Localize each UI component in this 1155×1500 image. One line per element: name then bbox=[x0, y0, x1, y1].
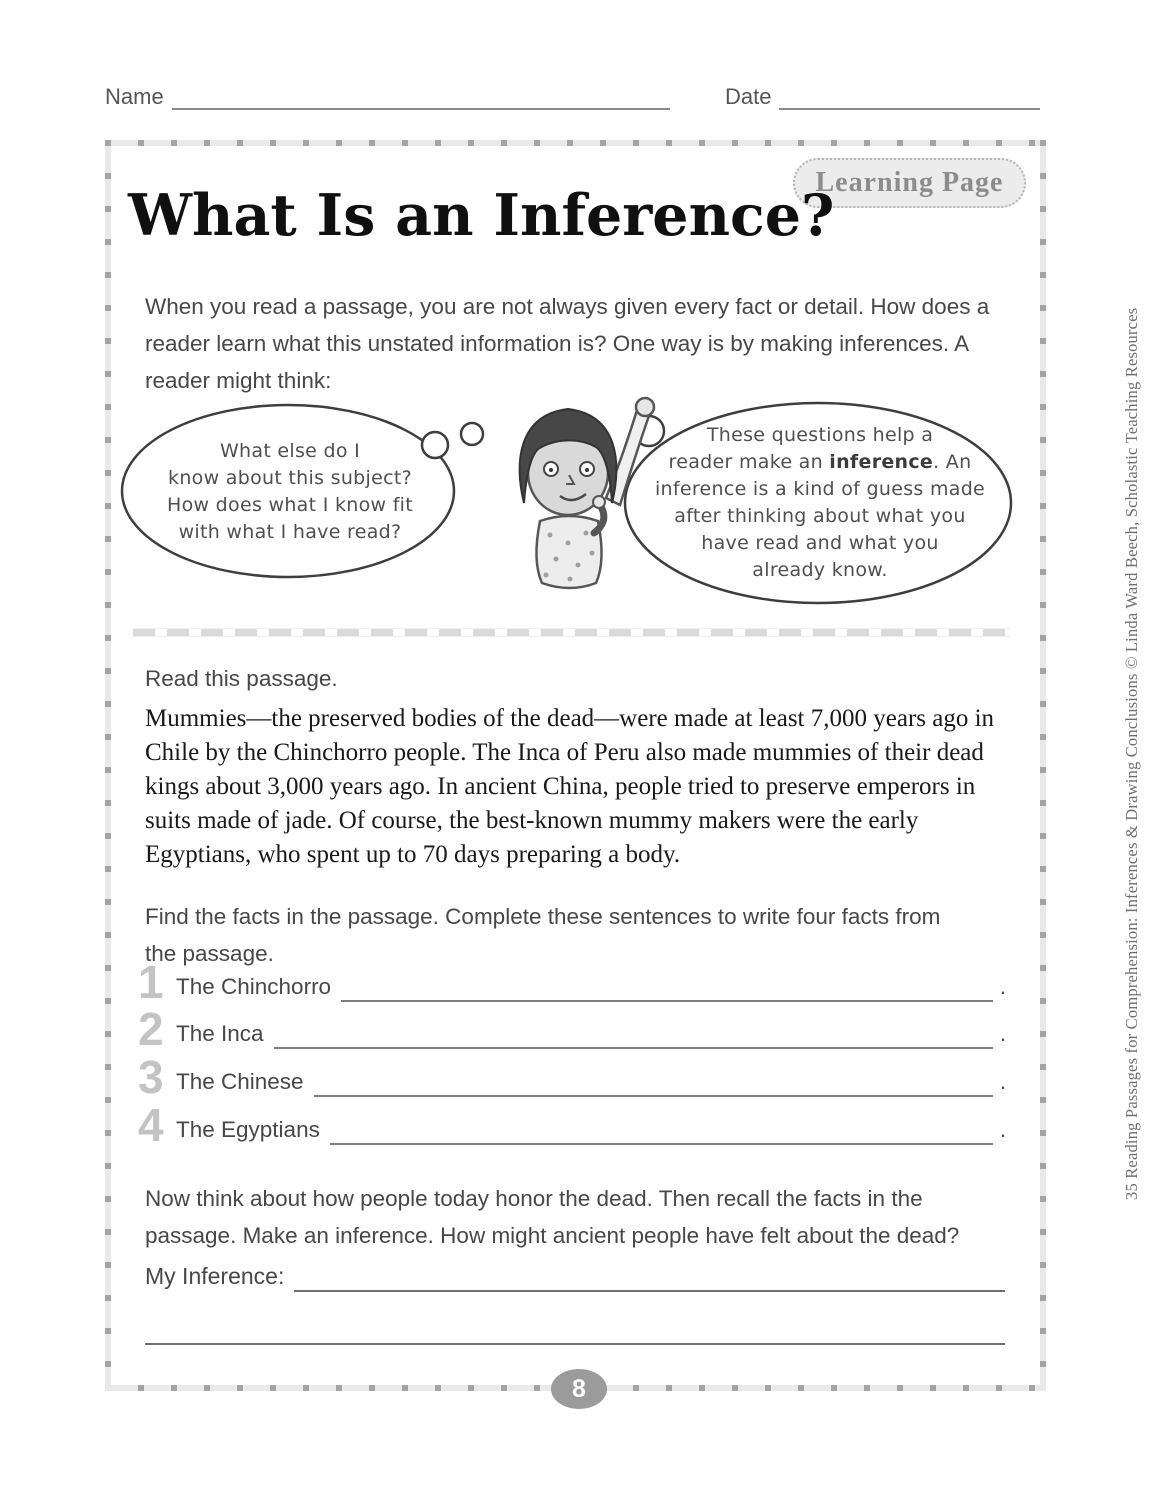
girl-chin-hand bbox=[593, 496, 605, 508]
fact-number: 1 bbox=[138, 956, 162, 1008]
fact-blank-line-4[interactable] bbox=[330, 1115, 993, 1145]
girl-pupil bbox=[585, 468, 589, 472]
learning-page-badge-label: Learning Page bbox=[815, 167, 1004, 198]
section-divider bbox=[133, 628, 1010, 637]
right-bubble-line bbox=[650, 449, 990, 476]
name-field-row bbox=[105, 84, 670, 110]
fact-row-4 bbox=[138, 1099, 1006, 1151]
date-label: Date bbox=[725, 84, 772, 109]
copyright-credit: 35 Reading Passages for Comprehension: Inferences & Drawing Conclusions © Linda Ward Beech, Scholastic Teaching Resources bbox=[1122, 307, 1141, 1200]
name-label: Name bbox=[105, 84, 164, 109]
my-inference-line-1[interactable] bbox=[294, 1262, 1005, 1292]
page-border-top bbox=[105, 140, 1046, 146]
inference-instruction: Now think about how people today honor the dead. Then recall the facts in the passage. Make an inference. How might ancient people have felt about the dead? bbox=[145, 1186, 960, 1248]
left-bubble-line: with what I have read? bbox=[178, 521, 402, 543]
fact-label: The Egyptians bbox=[176, 1117, 320, 1142]
fact-suffix: . bbox=[999, 974, 1006, 999]
page-number-badge bbox=[551, 1369, 607, 1409]
fact-label: The Chinese bbox=[176, 1069, 304, 1094]
fact-row-3 bbox=[138, 1051, 1006, 1103]
my-inference-line-2[interactable] bbox=[145, 1315, 1005, 1345]
intro-paragraph: When you read a passage, you are not always given every fact or detail. How does a reader learn what this unstated information is? One way is by making inferences. A reader might think: bbox=[145, 294, 990, 393]
fact-blank-line-2[interactable] bbox=[274, 1019, 993, 1049]
right-bubble-line: These questions help a bbox=[706, 424, 934, 446]
girl-hand bbox=[636, 398, 654, 416]
page-border-left bbox=[105, 140, 111, 1391]
left-bubble-line: How does what I know fit bbox=[166, 494, 414, 516]
right-bubble-line: already know. bbox=[752, 559, 888, 581]
fact-number: 2 bbox=[138, 1003, 162, 1055]
fact-row-2 bbox=[138, 1003, 1006, 1055]
passage-instruction: Read this passage. bbox=[145, 666, 338, 691]
left-bubble-line: What else do I bbox=[219, 440, 361, 462]
fact-number: 4 bbox=[138, 1099, 162, 1151]
fact-label: The Chinchorro bbox=[176, 974, 332, 999]
date-field-row bbox=[725, 84, 1040, 110]
right-bubble-line: inference is a kind of guess made bbox=[654, 478, 986, 500]
fact-label: The Inca bbox=[176, 1021, 264, 1046]
page-border-right bbox=[1040, 140, 1046, 1391]
fact-suffix: . bbox=[999, 1069, 1006, 1094]
my-inference-label: My Inference: bbox=[145, 1263, 285, 1289]
page-title: What Is an Inference? bbox=[128, 182, 835, 249]
date-input-line[interactable] bbox=[779, 84, 1040, 110]
right-bubble-line: after thinking about what you bbox=[674, 505, 966, 527]
inference-keyword: inference bbox=[829, 451, 934, 473]
right-bubble-line-post: . An bbox=[933, 451, 972, 473]
right-bubble-text bbox=[650, 422, 990, 584]
fact-suffix: . bbox=[999, 1117, 1006, 1142]
thought-trail-circle-icon bbox=[461, 423, 483, 445]
fact-blank-line-3[interactable] bbox=[314, 1067, 993, 1097]
name-input-line[interactable] bbox=[172, 84, 670, 110]
fact-suffix: . bbox=[999, 1021, 1006, 1046]
right-bubble-line-pre: reader make an bbox=[668, 451, 830, 473]
left-bubble-text bbox=[150, 438, 430, 546]
my-inference-row-2 bbox=[145, 1315, 1005, 1345]
right-bubble-line: have read and what you bbox=[701, 532, 939, 554]
fact-row-1 bbox=[138, 956, 1006, 1008]
page-number: 8 bbox=[572, 1374, 586, 1403]
facts-instruction: Find the facts in the passage. Complete these sentences to write four facts from the passage. bbox=[145, 904, 941, 966]
girl-pupil bbox=[549, 468, 553, 472]
my-inference-row bbox=[145, 1262, 1005, 1292]
fact-number: 3 bbox=[138, 1051, 162, 1103]
left-bubble-line: know about this subject? bbox=[168, 467, 412, 489]
fact-blank-line-1[interactable] bbox=[341, 972, 993, 1002]
passage-text: Mummies—the preserved bodies of the dead—were made at least 7,000 years ago in Chile by the Chinchorro people. The Inca of Peru also made mummies of their dead kings about 3,000 years ago. In ancient China, people tried to preserve emperors in suits made of jade. Of course, the best-known mummy makers were the early Egyptians, who spent up to 70 days preparing a body. bbox=[145, 705, 995, 868]
